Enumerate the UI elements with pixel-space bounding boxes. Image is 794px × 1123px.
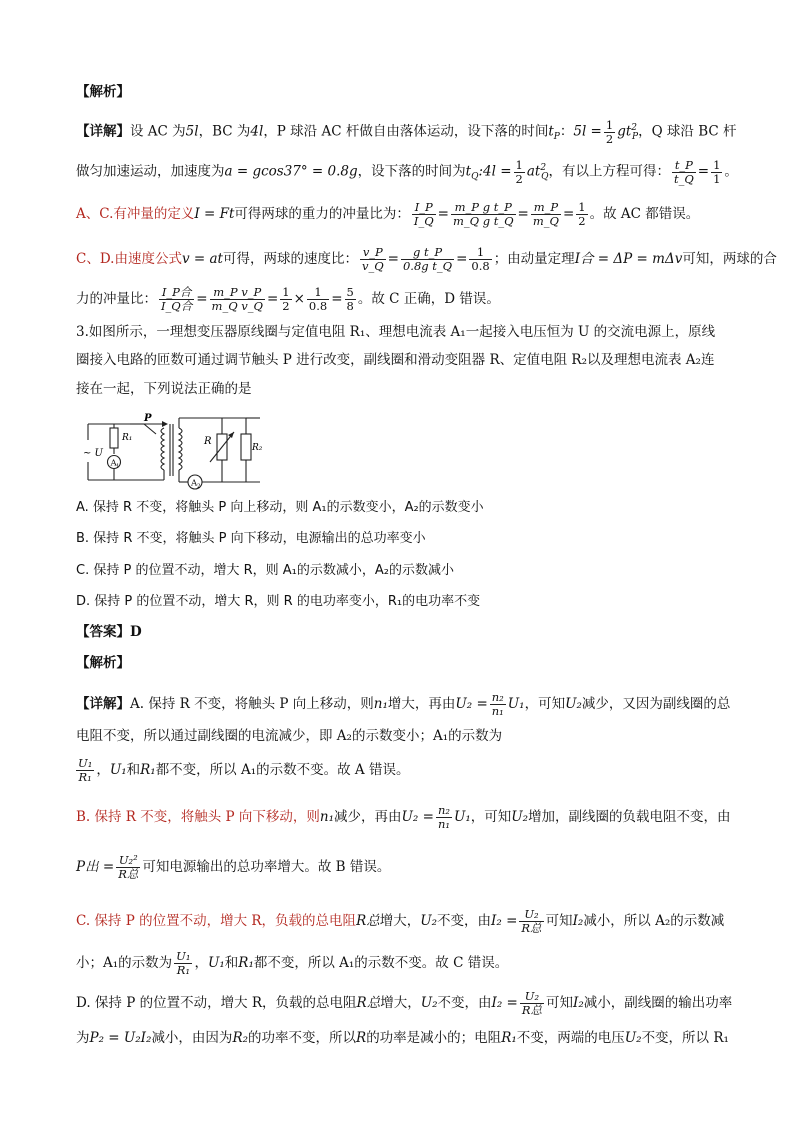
detail2-line-a2 [76,726,734,746]
numerator: 1 [605,117,614,132]
detail-line-2 [76,157,738,187]
math: I₂ = [491,995,518,1011]
math: at [526,163,541,180]
denominator: m_Q g t_Q [452,214,514,228]
text: 减少，再由 [334,809,402,825]
label-R1: R₁ [122,433,133,443]
analysis-label: 【解析】 [76,84,130,100]
math: U₂ [565,696,582,712]
math: R₁ [501,1030,517,1046]
text: 增大， [380,995,421,1011]
fraction [531,201,561,228]
label-U: ~ U [83,448,103,459]
denominator: 2 [282,299,290,313]
denominator: m_Q v_Q [211,299,263,313]
math: n₁ [373,696,388,712]
fraction [711,159,722,186]
fraction [76,757,94,784]
denominator: 0.8 [308,299,328,313]
denominator: 8 [346,299,354,313]
text: 可知 [545,913,573,929]
math: I₂ [573,995,584,1011]
text: 不变，由 [437,995,492,1011]
math: 2 [631,123,638,133]
numerator: U₂ [519,908,543,922]
text: 。故 C 正确，D 错误。 [357,291,500,307]
text: 不变，由 [437,913,492,929]
text: ；由动量定理 [493,251,575,267]
text: 都不变，所以 A₁的示数不变。故 A 错误。 [155,762,410,778]
text: A. 保持 R 不变，将触头 P 向上移动，则 A₁的示数变小，A₂的示数变小 [76,500,484,515]
math: 5l [185,123,199,140]
text: 可知 [546,995,574,1011]
math: U₁ [109,762,127,778]
text: ： [559,123,574,140]
math: P [632,132,639,143]
text: A、C.有冲量的定义 [76,206,195,222]
numerator: g t_P [401,246,454,260]
label-R: R [204,436,212,447]
text: 接在一起，下列说法正确的是 [76,381,252,397]
text: 不变，所以 R₁ [641,1030,729,1046]
text: D. 保持 P 的位置不动，增大 R，则 R 的电功率变小，R₁的电功率不变 [76,594,481,609]
label-P: P [144,413,152,424]
math: = [697,163,710,180]
math: R₂ [232,1030,249,1046]
option-b [76,529,734,549]
math: R [356,1030,367,1046]
denominator: R₁ [176,963,190,977]
fraction [520,990,544,1017]
math: R₁ [238,955,254,971]
text: 和 [224,955,239,971]
math: 5l = [573,123,602,140]
math: I₂ [572,913,584,929]
label-A2-sub: 2 [197,483,201,490]
text: 。 [724,163,738,180]
question-stem-line-3 [76,379,734,399]
math: U₂ = [401,809,434,825]
numerator: m_P [531,201,561,215]
fraction [210,286,265,313]
text: 3.如图所示，一理想变压器原线圈与定值电阻 R₁、理想电流表 A₁一起接入电压恒为 U 的交流电源上，原线 [76,324,716,340]
fraction [514,159,525,186]
numerator: n₂ [437,803,450,817]
label-A1: A [110,458,117,469]
text: 可得，两球的速度比： [222,251,358,267]
detail-line-5: 力的冲量比： $\frac{\text{I\_P合}}{\text{I\_Q合}}$ = $\frac{\text{m\_P v\_P}}{\text{m\_Q v\_Q}}$ = $\frac{1}{2}$ × $\frac{1}{0.8}$ = $\frac{5}{8}$ 。故 C 正确，D 错误。 [76,285,500,313]
text: 可知，两球的合 [682,251,777,267]
numerator: n₂ [491,690,504,704]
text: B. 保持 R 不变，将触头 P 向下移动，电源输出的总功率变小 [76,531,426,546]
detail2-line-c2 [76,950,734,977]
denominator: 1 [713,171,721,186]
math: U₂ [624,1030,642,1046]
math: U₂ [511,809,529,825]
denominator: 2 [515,171,523,186]
question-stem-line-1 [76,322,734,342]
denominator: v_Q [361,259,384,273]
text: 和 [126,762,141,778]
text: ，设下落的时间为 [357,163,466,180]
detail-line-1 [76,117,737,147]
fraction [401,246,454,273]
analysis-header-2 [76,653,734,673]
text: 增大，再由 [387,696,456,712]
option-d [76,592,734,612]
detail2-line-b1 [76,804,734,831]
fraction [604,119,615,146]
text: C. 保持 P 的位置不动，增大 R，负载的总电阻 [76,913,357,929]
detail2-line-b2 [76,854,734,881]
numerator: 1 [469,246,491,260]
math: × [293,291,305,307]
text: 。故 AC 都错误。 [589,206,700,222]
detail2-line-c1 [76,908,734,935]
answer-label: 【答案】D [76,624,142,640]
math: U₂ = [455,696,488,712]
text: 的功率不变，所以 [248,1030,357,1046]
denominator: 2 [578,214,586,228]
text: A. 保持 R 不变，将触头 P 向上移动，则 [130,696,374,712]
denominator: I_Q [413,214,434,228]
math: P₂ = U₂I₂ [89,1030,152,1046]
math: P出 = [76,859,115,875]
label-R2: R₂ [252,443,263,453]
option-a [76,498,734,518]
question-stem-line-2 [76,350,734,370]
denominator: R总 [521,921,542,935]
math: P [553,132,560,143]
denominator: R总 [118,867,139,881]
fraction [174,950,192,977]
numerator: v_P [360,246,386,260]
numerator: 1 [282,285,290,299]
detail-label: 【详解】 [76,696,130,712]
fraction [451,201,516,228]
numerator: t_P [672,159,696,173]
text: 不变，两端的电压 [516,1030,625,1046]
denominator: R₁ [78,770,92,784]
numerator: 1 [578,200,586,214]
fraction [490,691,506,718]
text: ，可知 [524,696,566,712]
label-A1-sub: 1 [116,463,120,470]
fraction [576,201,587,228]
numerator: m_P v_P [210,286,265,300]
analysis-header [76,82,734,102]
analysis-label: 【解析】 [76,655,130,671]
denominator: 0.8 [471,259,490,273]
text: 可得两球的重力的冲量比为： [234,206,410,222]
denominator: I_Q合 [161,299,193,313]
math: gt [617,123,632,140]
numerator: 1 [515,157,523,172]
fraction [412,201,436,228]
text: 减少，又因为副线圈的总 [581,696,731,712]
math: I合 = ΔP = mΔv [574,251,683,267]
circuit-diagram [82,410,270,492]
math: 4l [250,123,264,140]
text: 减小，由因为 [151,1030,233,1046]
fraction [672,159,696,186]
text: ，P 球沿 AC 杆做自由落体运动，设下落的时间 [263,123,549,140]
math: v = at [181,251,223,267]
text: 增加，副线圈的负载电阻不变，由 [528,809,731,825]
text: ，可知 [470,809,512,825]
math: R总 [356,913,380,929]
denominator: m_Q [532,214,559,228]
text: ，BC 为 [198,123,251,140]
math: Q [541,172,549,183]
fraction [519,908,543,935]
detail2-line-a1 [76,691,734,718]
denominator: 2 [605,131,614,146]
answer-line [76,622,734,642]
math: U₁ [453,809,471,825]
fraction [307,286,329,313]
math: R₁ [140,762,156,778]
detail2-line-d2 [76,1028,734,1048]
text: 为 [76,1030,90,1046]
text: 小；A₁的示数为 [76,955,173,971]
fraction [159,286,194,313]
detail2-line-d1 [76,990,734,1017]
numerator: U₁ [78,756,93,770]
math: Q [471,172,479,183]
detail-line-3: A、C.有冲量的定义I = Ft可得两球的重力的冲量比为： $\frac{I\_P}{I\_Q}$ = $\frac{\text{m\_P g t\_P}}{\text{m\_Q g t\_Q}}$ = $\frac{m\_P}{m\_Q}$ = $\frac{1}{2}$ 。故 AC 都错误。 [76,200,700,228]
math: R总 [356,995,381,1011]
fraction [360,246,386,273]
option-c [76,561,734,581]
fraction [280,286,291,313]
text: ， [194,955,208,971]
text: 可知电源输出的总功率增大。故 B 错误。 [142,859,391,875]
fraction [345,286,356,313]
numerator: U₂ [520,990,544,1004]
text: 的功率是减小的；电阻 [366,1030,502,1046]
math: U₂ [420,995,438,1011]
numerator: 5 [346,285,354,299]
label-A2: A [191,478,198,489]
math: :4l = [478,163,512,180]
text: C、D.由速度公式 [76,251,182,267]
detail2-line-a3 [76,757,734,784]
numerator: U₂² [116,854,140,868]
detail-line-4: C、D.由速度公式v = at可得，两球的速度比： $\frac{v\_P}{v\_Q}$ = $\frac{\text{g t\_P}}{\text{0.8g t\_Q}}$ = $\frac{1}{0.8}$ ；由动量定理I合 = ΔP = mΔv可知，两球的合 [76,245,777,273]
text: 都不变，所以 A₁的示数不变。故 C 错误。 [253,955,509,971]
numerator: 1 [713,157,721,172]
text: D. 保持 P 的位置不动，增大 R，负载的总电阻 [76,995,357,1011]
detail-label: 【详解】 [76,123,130,140]
math: 2 [540,163,547,173]
text: 增大， [379,913,421,929]
fraction [116,854,140,881]
text: 减小，副线圈的输出功率 [583,995,733,1011]
numerator: I_P [412,201,436,215]
math: U₂ [420,913,438,929]
text: 电阻不变，所以通过副线圈的电流减少，即 A₂的示数变小；A₁的示数为 [76,728,503,744]
numerator: U₁ [176,949,191,963]
denominator: R总 [521,1003,543,1017]
math: n₁ [319,809,335,825]
text: 力的冲量比： [76,291,157,307]
numerator: I_P合 [159,286,194,300]
math: U₁ [507,696,525,712]
fraction [436,804,452,831]
text: 做匀加速运动，加速度为 [76,163,225,180]
numerator: m_P g t_P [451,201,516,215]
text: B. 保持 R 不变，将触头 P 向下移动，则 [76,809,320,825]
text: 设 AC 为 [130,123,186,140]
numerator: 1 [307,286,329,300]
text: ，Q 球沿 BC 杆 [638,123,737,140]
denominator: n₁ [491,704,504,718]
denominator: n₁ [437,817,450,831]
denominator: 0.8g t_Q [402,259,453,273]
fraction [469,246,491,273]
math: t [465,163,472,180]
math: I₂ = [491,913,518,929]
text: ， [96,762,110,778]
math: I = Ft [194,206,235,222]
text: 减小，所以 A₂的示数减 [583,913,725,929]
text: ，有以上方程可得： [548,163,670,180]
math: t [548,123,554,140]
text: 圈接入电路的匝数可通过调节触头 P 进行改变，副线圈和滑动变阻器 R、定值电阻 R₂以及理想电流表 A₂连 [76,352,715,368]
math: U₁ [207,955,225,971]
text: C. 保持 P 的位置不动，增大 R，则 A₁的示数减小，A₂的示数减小 [76,563,454,578]
denominator: t_Q [673,171,694,186]
math: a = gcos37° = 0.8g [224,163,358,180]
